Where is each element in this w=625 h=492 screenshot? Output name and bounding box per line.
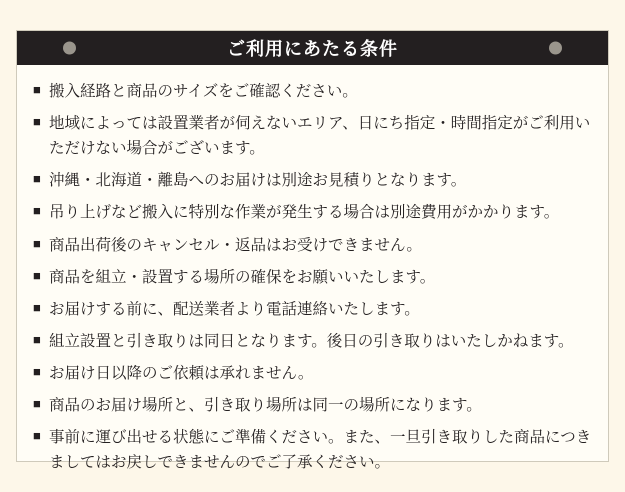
list-item — [33, 425, 592, 475]
list-item-text: 商品出荷後のキャンセル・返品はお受けできません。 — [49, 236, 422, 254]
bullet-square-icon: ■ — [33, 203, 41, 219]
bullet-square-icon: ■ — [33, 267, 41, 283]
list-item — [33, 393, 592, 418]
list-item-text: 商品のお届け場所と、引き取り場所は同一の場所になります。 — [49, 397, 482, 415]
panel-title: ご利用にあたる条件 — [227, 39, 398, 59]
bullet-square-icon: ■ — [33, 299, 41, 315]
list-item — [33, 168, 592, 193]
decorative-dot-left-icon — [63, 42, 76, 55]
conditions-list — [17, 65, 608, 492]
list-item-text: 組立設置と引き取りは同日となります。後日の引き取りはいたしかねます。 — [49, 332, 574, 350]
bullet-square-icon: ■ — [33, 82, 41, 97]
list-item — [33, 200, 592, 225]
list-item — [33, 233, 592, 258]
bullet-square-icon: ■ — [33, 235, 41, 251]
bullet-square-icon: ■ — [33, 331, 41, 347]
bullet-square-icon: ■ — [33, 428, 41, 444]
list-item-text: 地域によっては設置業者が伺えないエリア、日にち指定・時間指定がご利用いただけない場合がございます。 — [49, 115, 591, 158]
bullet-square-icon: ■ — [33, 114, 41, 130]
list-item — [33, 329, 592, 354]
conditions-panel — [16, 30, 609, 472]
list-item — [33, 361, 592, 386]
list-item — [33, 297, 592, 322]
list-item-text: 商品を組立・設置する場所の確保をお願いいたします。 — [49, 268, 436, 286]
list-item-text: 搬入経路と商品のサイズをご確認ください。 — [49, 83, 358, 100]
list-item-text: お届け日以降のご依頼は承れません。 — [49, 364, 314, 382]
list-item — [33, 265, 592, 290]
panel-title-bar — [17, 31, 608, 65]
list-item-text: 事前に運び出せる状態にご準備ください。また、一旦引き取りした商品につきましてはお戻しできませんのでご了承ください。 — [49, 429, 592, 472]
list-item-text: 吊り上げなど搬入に特別な作業が発生する場合は別途費用がかかります。 — [49, 204, 560, 222]
decorative-dot-right-icon — [549, 42, 562, 55]
bullet-square-icon: ■ — [33, 363, 41, 379]
list-item-text: 沖縄・北海道・離島へのお届けは別途お見積りとなります。 — [49, 172, 467, 190]
bullet-square-icon: ■ — [33, 396, 41, 412]
list-item — [33, 111, 592, 161]
list-item-text: お届けする前に、配送業者より電話連絡いたします。 — [49, 300, 420, 318]
bullet-square-icon: ■ — [33, 171, 41, 187]
list-item — [33, 79, 592, 104]
